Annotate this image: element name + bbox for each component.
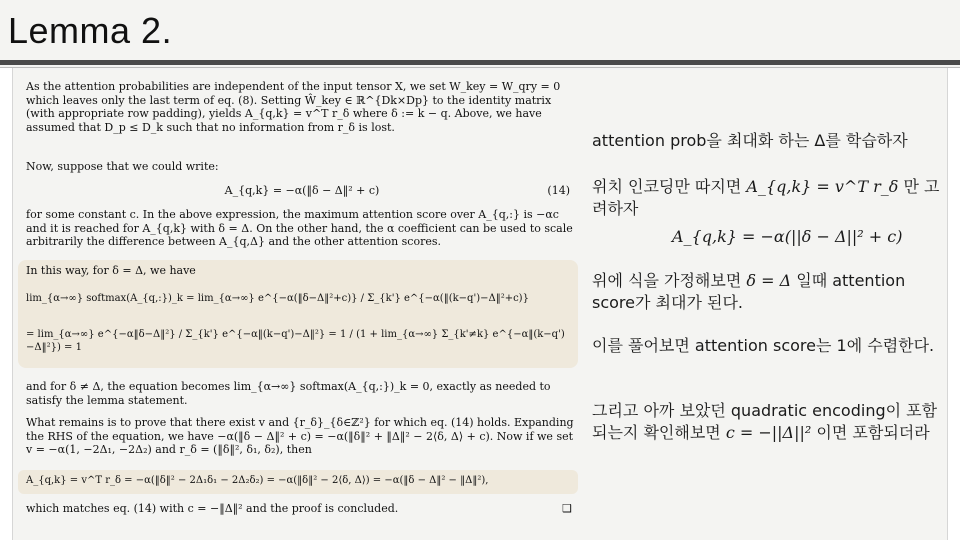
paragraph-delta-neq: and for δ ≠ Δ, the equation becomes lim_{α→∞} softmax(A_{q,:})_k = 0, exactly as needed to satisfy the lemma statement. (26, 380, 551, 407)
paragraph-suppose: Now, suppose that we could write: (26, 160, 219, 173)
note-assume-math: δ = Δ (746, 271, 792, 290)
title-divider-thin (0, 67, 960, 68)
paragraph-remains: What remains is to prove that there exist v and {r_δ}_{δ∈ℤ²} for which eq. (14) holds. Expanding the RHS of the equation, we have −α(‖δ − Δ‖² + c) = −α(‖δ‖² + ‖Δ‖² − 2⟨δ, Δ⟩ + c). Now if we set v = −α(1, −2Δ₁, −2Δ₂) and r_δ = (‖δ‖², δ₁, δ₂), then (26, 416, 574, 456)
note-position-tail: 만 고려하자 (592, 177, 940, 218)
left-frame (0, 68, 13, 540)
note-position-text: 위치 인코딩만 따지면 (592, 177, 742, 196)
note-assume-text-a: 위에 식을 가정해보면 (592, 271, 742, 290)
note-assume (592, 270, 942, 314)
title-divider (0, 60, 960, 65)
equation-limit-1: lim_{α→∞} softmax(A_{q,:})_k = lim_{α→∞} e^{−α(‖δ−Δ‖²+c)} / Σ_{k'} e^{−α(‖(k−q')−Δ‖²+c)} (26, 293, 529, 304)
note-converge: 이를 풀어보면 attention score는 1에 수렴한다. (592, 336, 935, 355)
equation-limit-2: = lim_{α→∞} e^{−α‖δ−Δ‖²} / Σ_{k'} e^{−α‖(k−q')−Δ‖²} = 1 / (1 + lim_{α→∞} Σ_{k'≠k} e^{−α‖(k−q')−Δ‖²}) = 1 (26, 329, 565, 353)
note-quadratic-text-b: 이면 포함되더라 (816, 423, 930, 442)
note-quadratic-text-a: 그리고 아까 보았던 quadratic encoding이 포함되는지 확인해보면 (592, 401, 938, 442)
note-position-encoding (592, 176, 942, 220)
equation-14-body: A_{q,k} = −α(‖δ − Δ‖² + c) (224, 184, 380, 197)
note-equation: A_{q,k} = −α(||δ − Δ||² + c) (672, 227, 903, 246)
note-quadratic-math: c = −||Δ||² (725, 423, 812, 442)
paragraph-constant: for some constant c. In the above expression, the maximum attention score over A_{q,:} is −αc and it is reached for A_{q,k} with δ = Δ. On the other hand, the α coefficient can be used to scale arbitrarily the difference between A_{q,Δ} and the other attention scores. (26, 208, 573, 248)
paragraph-conclusion: which matches eq. (14) with c = −‖Δ‖² and the proof is concluded. (26, 502, 399, 515)
equation-14 (26, 184, 578, 198)
equation-number: (14) (547, 184, 570, 197)
equation-final: A_{q,k} = v^T r_δ = −α(‖δ‖² − 2Δ₁δ₁ − 2Δ₂δ₂) = −α(‖δ‖² − 2⟨δ, Δ⟩) = −α(‖δ − Δ‖² − ‖Δ‖²), (26, 475, 489, 486)
paragraph-setup: As the attention probabilities are independent of the input tensor X, we set W_key = W_qry = 0 which leaves only the last term of eq. (8). Setting Ŵ_key ∈ ℝ^{Dk×Dp} to the identity matrix (with appropriate row padding), yields A_{q,k} = v^T r_δ where δ := k − q. Above, we have assumed that D_p ≤ D_k such that no information from r_δ is lost. (26, 80, 561, 134)
slide-title: Lemma 2. (8, 10, 173, 51)
qed-symbol: ❑ (562, 502, 572, 515)
paragraph-in-this-way: In this way, for δ = Δ, we have (26, 264, 196, 277)
right-frame (947, 68, 960, 540)
note-assume-text-b: 일때 attention score가 최대가 된다. (592, 271, 906, 312)
note-learn-delta: attention prob을 최대화 하는 Δ를 학습하자 (592, 131, 908, 150)
note-quadratic (592, 400, 942, 444)
note-position-math: A_{q,k} = v^T r_δ (746, 177, 899, 196)
paper-excerpt (16, 76, 582, 520)
